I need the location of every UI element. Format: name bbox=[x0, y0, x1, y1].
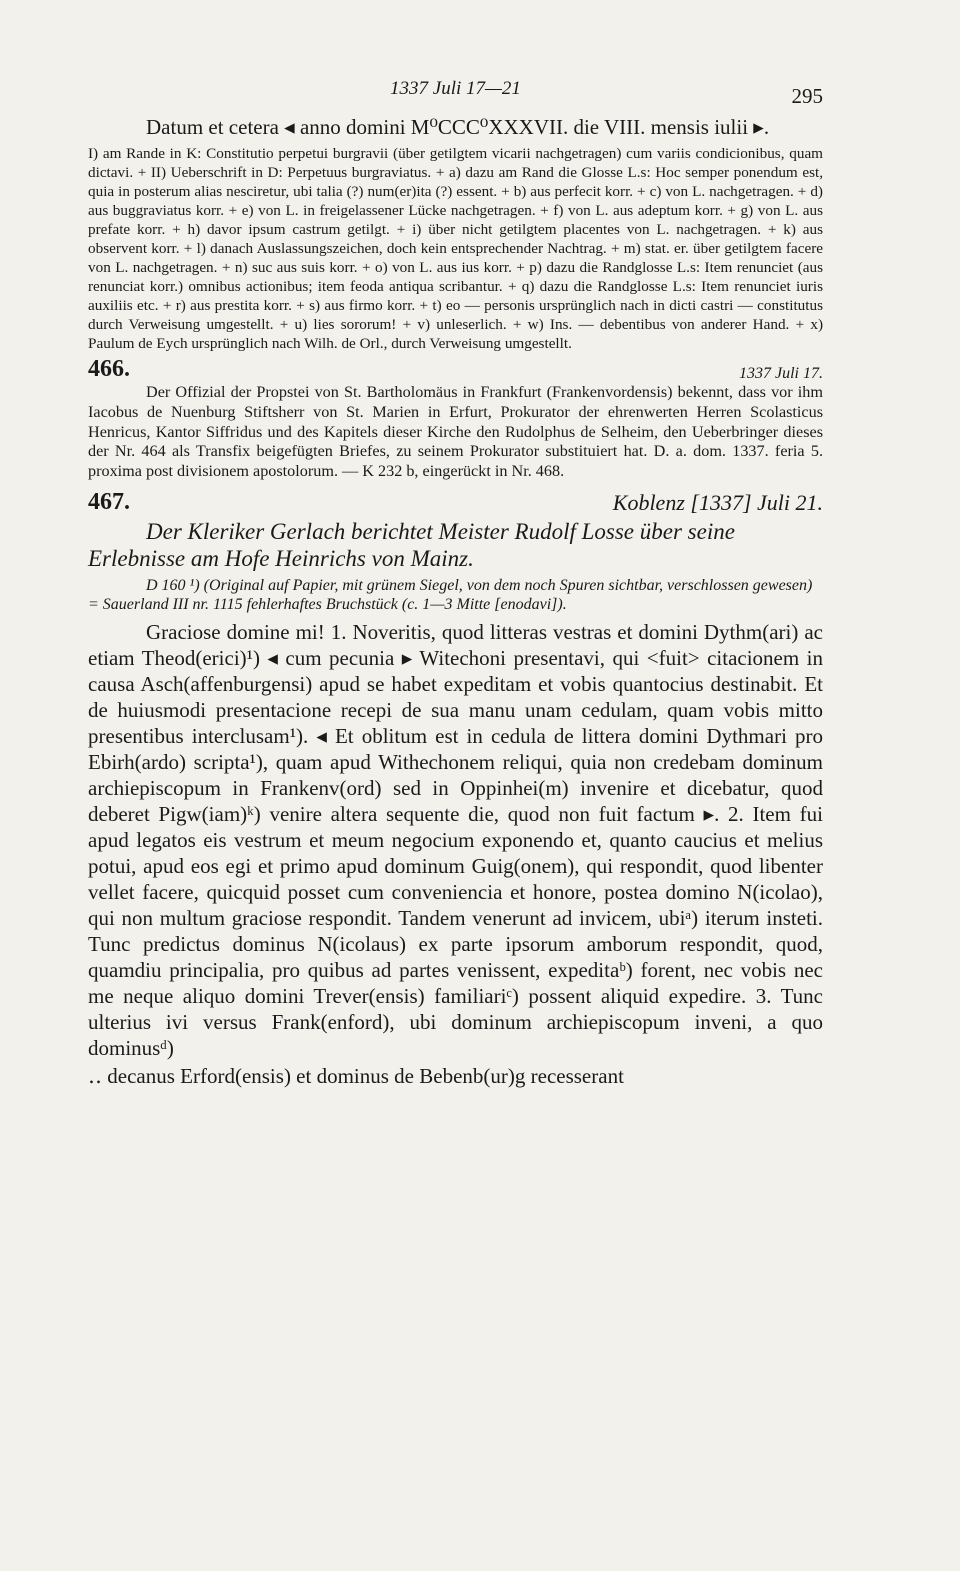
entry-467-header bbox=[88, 482, 823, 516]
entry-467-source: D 160 ¹) (Original auf Papier, mit grünem Siegel, von dem noch Spuren sichtbar, verschlossen gewesen) = Sauerland III nr. 1115 fehlerhaftes Bruchstück (c. 1—3 Mitte [enodavi]). bbox=[88, 576, 813, 614]
entry-466-text: Der Offizial der Propstei von St. Bartholomäus in Frankfurt (Frankenvordensis) bekennt, dass vor ihm Iacobus de Nuenburg Stiftsherr von St. Marien in Erfurt, Prokurator der ehrenwerten Herren Scolasticus Henricus, Kantor Siffridus und des Kapitels dieser Kirche den Rudolphus de Selheim, den Ueberbringer dieses der Nr. 464 als Transfix beigefügten Briefes, zu seinem Prokurator substituiert hat. D. a. dom. 1337. feria 5. proxima post divisionem apostolorum. — K 232 b, eingerückt in Nr. 468. bbox=[88, 383, 823, 481]
entry-466-header bbox=[88, 353, 823, 383]
entry-467-body: Graciose domine mi! 1. Noveritis, quod litteras vestras et domini Dythm(ari) ac etiam Theod(erici)¹) ◂ cum pecunia ▸ Witechoni presentavi, qui <fuit> citacionem in causa Asch(affenburgensi) apud se habet expeditam et vobis quantocius destinabit. Et de huiusmodi presentacione recepi de sua manu unam cedulam, quam vobis mitto presentibus interclusam¹). ◂ Et oblitum est in cedula de littera domini Dythmari pro Ebirh(ardo) scripta¹), quam apud Withechonem reliqui, quia non credebam dominum archiepiscopum in Frankenv(ord) sed in Oppinhei(m) invenire et dicebatur, quod deberet Pigw(iam)ᵏ) venire altera sequente die, quod non fuit factum ▸. 2. Item fui apud legatos eis vestrum et meum negocium exponendo et, quanto caucius et melius potui, apud eos egi et primo apud dominum Guig(onem), qui respondit, quod libenter vellet facere, quicquid posset cum conveniencia et honore, postea domino N(icolao), qui non multum graciose respondit. Tandem venerunt ad invicem, ubiᵃ) iterum insteti. Tunc predictus dominus N(icolaus) ex parte ipsorum amborum respondit, quod, quamdiu principalia, pro quibus ad partes venissent, expeditaᵇ) forent, nec vobis nec me neque aliquo domini Trever(ensis) familiariᶜ) possent aliquid expedire. 3. Tunc ulterius ivi versus Frank(enford), ubi dominum archiepiscopum inveni, a quo dominusᵈ) bbox=[88, 619, 823, 1060]
entry-467-number: 467. bbox=[88, 488, 130, 515]
entry-467-last-line: ‥ decanus Erford(ensis) et dominus de Bebenb(ur)g recesserant bbox=[88, 1063, 624, 1088]
running-head: 1337 Juli 17—21 bbox=[390, 78, 521, 99]
document-page bbox=[88, 70, 823, 1089]
entry-467-date: Koblenz [1337] Juli 21. bbox=[612, 489, 823, 515]
entry-466-date: 1337 Juli 17. bbox=[739, 365, 823, 382]
datum-line: Datum et cetera ◂ anno domini M⁰CCC⁰XXXVII. die VIII. mensis iulii ▸. bbox=[146, 115, 770, 139]
page-header bbox=[88, 70, 823, 114]
page-number: 295 bbox=[791, 84, 823, 108]
footnotes: I) am Rande in K: Constitutio perpetui burgravii (über getilgtem vicarii nachgetragen) cum variis condicionibus, quam dictavi. + II) Ueberschrift in D: Perpetuus burgraviatus. + a) dazu am Rand die Glosse L.s: Hoc semper ponendum est, quia in posterum alias nesciretur, ubi talia (?) num(er)ita (?) essent. + b) aus perfecit korr. + c) von L. nachgetragen. + d) aus buggraviatus korr. + e) von L. in freigelassener Lücke nachgetragen. + f) von L. aus adeptum korr. + g) von L. aus prefate korr. + h) davor ipsum castrum getilgt. + i) über nicht getilgtem placentes von L. nachgetragen. + k) aus observent korr. + l) danach Auslassungszeichen, doch kein entsprechender Nachtrag. + m) stat. er. über getilgtem facere von L. nachgetragen. + n) suc aus suis korr. + o) von L. aus ius korr. + p) dazu die Randglosse L.s: Item renunciet (aus renunciat korr.) omnibus actionibus; item feoda antiqua scribantur. + q) dazu die Randglosse L.s: Item renunciet iuris auxiliis etc. + r) aus prestita korr. + s) aus firmo korr. + t) eo — personis ursprünglich nach in dicti castri — constitutus durch Verweisung umgestellt. + u) lies sororum! + v) unleserlich. + w) Ins. — debentibus von anderer Hand. + x) Paulum de Eych ursprünglich nach Wilh. de Orl., durch Verweisung umgestellt. bbox=[88, 145, 823, 352]
entry-467-heading: Der Kleriker Gerlach berichtet Meister Rudolf Losse über seine Erlebnisse am Hofe Heinrichs von Mainz. bbox=[88, 518, 735, 571]
entry-466-number: 466. bbox=[88, 356, 130, 382]
